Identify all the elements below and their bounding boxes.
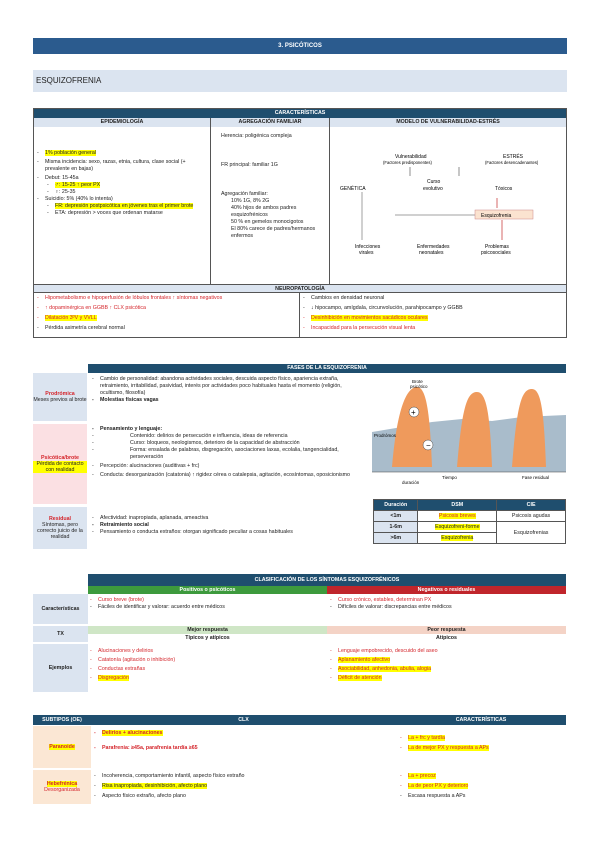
diag-prob2: psicosociales [481, 250, 511, 256]
list-item: - Suicidio: 5% (40% lo intenta) [37, 196, 207, 203]
neg-car [330, 597, 560, 611]
list-item: - Debut: 15-45a [37, 175, 207, 182]
diag-genetica: GENÉTICA [340, 186, 366, 192]
paranoide-car [400, 735, 565, 752]
list-item: - Afectividad: inapropiada, aplanada, ameactiva [92, 515, 367, 522]
diag-prob: Problemas [485, 244, 509, 250]
list-item: - Incoherencia, comportamiento infantil, aspecto físico extraño [94, 773, 394, 780]
fam-header: AGREGACIÓN FAMILIAR [211, 118, 329, 127]
list-item: 10% 1G, 8% 2G [231, 198, 270, 204]
fam-list [213, 133, 328, 240]
chapter-header: 3. PSICÓTICOS [33, 38, 567, 54]
fase-residual: Residual Síntomas, pero correcto juicio de la realidad [33, 507, 87, 549]
list-item: - ♀: 25-35 [37, 189, 207, 196]
list-item: - Hipometabolismo e hipoperfusión de lóbulos frontales ↑ síntomas negativos [37, 295, 297, 302]
fase-brote: Psicótica/brote Pérdida de contacto con realidad [33, 424, 87, 504]
list-item: - Molestias físicas vagas [92, 397, 367, 404]
tx-label: TX [33, 626, 88, 642]
svg-text:Fase residual: Fase residual [522, 475, 550, 480]
list-item: 50 % en gemelos monocigotos [231, 219, 304, 225]
list-item: - Forma: ensalada de palabras, disgregación, asociaciones laxas, ecolalia, tangencialidad, perseveración [92, 447, 367, 461]
list-item: - Risa inapropiada, desinhibición, afecto plano [94, 783, 394, 790]
diag-vuln: Vulnerabilidad [395, 154, 427, 160]
brote-list [92, 426, 367, 479]
list-item: - Cambios en densidad neuronal [303, 295, 563, 302]
list-item: - Misma incidencia: sexo, razas, etnia, cultura, clase social (+ prevalente en bajas) [37, 159, 207, 173]
car-label: Características [33, 594, 88, 624]
neuro-right-list [303, 295, 563, 332]
list-item: - Desinhibición en movimientos sacádicos oculares [303, 315, 563, 322]
svg-text:Prodrómos: Prodrómos [374, 433, 397, 438]
list-item: - Pérdida asimetría cerebral normal [37, 325, 297, 332]
diag-estres2: (Factores desencadenantes) [485, 160, 539, 165]
fase-prodromica: Prodrómica Meses previos al brote [33, 373, 87, 421]
sub-h1: SUBTIPOS (OE) [33, 715, 91, 725]
svg-text:+: + [411, 408, 416, 417]
diag-estres: ESTRÉS [503, 154, 524, 160]
neg-header: Negativos o residuales [327, 586, 566, 594]
pos-ej [90, 648, 320, 682]
list-item: - Alucinaciones y delirios [90, 648, 320, 655]
pos-header: Positivos o psicóticos [88, 586, 327, 594]
list-item: - Escasa respuesta a APs [400, 793, 565, 800]
sub-h3: CARACTERÍSTICAS [396, 715, 566, 725]
list-item: - Curso: bloqueos, neologismos, deterioro de la capacidad de abstracción [92, 440, 367, 447]
list-item: - Aplanamiento afectivo [330, 657, 560, 664]
svg-text:−: − [426, 441, 431, 450]
hebe-car [400, 773, 565, 800]
epi-header: EPIDEMIOLOGÍA [34, 118, 210, 127]
list-item: - La + precoz [400, 773, 565, 780]
list-item: - Asociabilidad, anhedonia, abulia, alogia [330, 666, 560, 673]
list-item: - Disgregación [90, 675, 320, 682]
diag-vuln2: (Factores predisponentes) [383, 160, 432, 165]
svg-text:Tiempo: Tiempo [442, 475, 457, 480]
list-item: - Fáciles de identificar y valorar: acuerdo entre médicos [90, 604, 320, 611]
neg-ej [330, 648, 560, 682]
neuro-title: NEUROPATOLOGÍA [34, 284, 566, 293]
list-item: - Curso breve (brote) [90, 597, 320, 604]
list-item: 40% hijos de ambos padres esquizofrénicos [231, 205, 297, 218]
list-item: - Pensamiento y lenguaje: [92, 426, 367, 433]
sub-h2: CLX [91, 715, 396, 725]
epi-list [37, 150, 207, 217]
mejor: Mejor respuesta [88, 626, 327, 634]
clasif-title: CLASIFICACIÓN DE LOS SÍNTOMAS ESQUIZOFRÉNICOS [88, 574, 566, 586]
list-item: - Incapacidad para la persecución visual lenta [303, 325, 563, 332]
list-item: Agregación familiar: [221, 191, 268, 197]
paranoide-clx [94, 730, 394, 752]
list-item: - FR: depresión postpsicótica en jóvenes tras el primer brote [37, 203, 207, 210]
vulnerability-diagram [335, 130, 560, 280]
diag-toxicos: Tóxicos [495, 186, 513, 192]
list-item: - ♂: 15-25 ↑ peor PX [37, 182, 207, 189]
list-item: - ETA: depresión > voces que ordenan matarse [37, 210, 207, 217]
list-item: - 1% población general [37, 150, 207, 157]
list-item: - Aspecto físico extraño, afecto plano [94, 793, 394, 800]
paranoide-label: Paranoide [33, 726, 91, 768]
list-item: - Catatonía (agitación o inhibición) [90, 657, 320, 664]
list-item: - La + frc y tardía [400, 735, 565, 742]
list-item: - Difíciles de valorar: discrepancias entre médicos [330, 604, 560, 611]
list-item: - Conductas extrañas [90, 666, 320, 673]
caract-title: CARACTERÍSTICAS [34, 109, 566, 118]
svg-text:psicótico: psicótico [410, 384, 428, 389]
list-item: FR principal: familiar 1G [221, 162, 278, 168]
model-header: MODELO DE VULNERABILIDAD-ESTRÉS [330, 118, 566, 127]
hebe-clx [94, 773, 394, 800]
fases-title: FASES DE LA ESQUIZOFRENIA [88, 364, 566, 373]
svg-text:Brote: Brote [412, 379, 423, 384]
list-item: - La de peor PX y deterioro [400, 783, 565, 790]
list-item: - Déficit de atención [330, 675, 560, 682]
list-item: - Cambio de personalidad: abandona actividades sociales, descuida aspecto físico, apariencia extraña, retraimiento, irritabilidad, pasividad, interés por actividades poco habituales hasta el momento (religión, ocultismo, filosofía) [92, 376, 367, 397]
diag-enf: Enfermedades [417, 244, 450, 250]
section-title: ESQUIZOFRENIA [33, 70, 567, 92]
pos-car [90, 597, 320, 611]
list-item: - La de mejor PX y respuesta a APs [400, 745, 565, 752]
duration-table: Duración DSM CIE <1m Psicosis breves Psicosis agudas 1-6m Esquizofreni-forme Esquizofrenias >6m Esquizofrenia [373, 499, 566, 544]
diag-curso2: evolutivo [423, 186, 443, 192]
diag-infec2: virales [359, 250, 374, 256]
ej-label: Ejemplos [33, 644, 88, 692]
prod-list [92, 376, 367, 404]
resid-list [92, 515, 367, 536]
list-item: - Curso crónico, estables, determinan PX [330, 597, 560, 604]
list-item: - Parafrenia: ≥45a, parafrenia tardía ≥65 [94, 745, 394, 752]
list-item: - Dilatación 3ºV y VVLL [37, 315, 297, 322]
atipicos: Atípicos [436, 635, 457, 641]
diag-esq: Esquizofrenia [481, 213, 512, 219]
list-item: - Conducta: desorganización (catatonia) ↑ rigidez cérea o catalepsia, agitación, ecosíntomas, oposicionismo [92, 472, 367, 479]
list-item: - Pensamiento o conducta extraños: otorgan significado peculiar a cosas habituales [92, 529, 367, 536]
neuro-left-list [37, 295, 297, 332]
list-item: - ↓ hipocampo, amígdala, circunvolución, parahipocampo y GGBB [303, 305, 563, 312]
list-item: - Contenido: delirios de persecución e influencia, ideas de referencia [92, 433, 367, 440]
list-item: El 80% carece de padres/hermanos enfermos [231, 226, 316, 239]
list-item: - Lenguaje empobrecido, descuido del aseo [330, 648, 560, 655]
peor: Peor respuesta [327, 626, 566, 634]
list-item: - Retraimiento social [92, 522, 367, 529]
diag-curso: Curso [427, 179, 441, 185]
list-item: Herencia: poligénica compleja [221, 133, 292, 139]
list-item: - Percepción: alucinaciones (auditivas + frc) [92, 463, 367, 470]
diag-enf2: neonatales [419, 250, 444, 256]
phases-graph [372, 377, 566, 487]
svg-text:duración: duración [402, 480, 420, 485]
diag-infec: Infecciones [355, 244, 381, 250]
hebe-label: Hebefrénica Desorganizada [33, 770, 91, 804]
tipicos: Típicos y atípicos [185, 635, 230, 641]
list-item: - ↑ dopaminérgica en GGBB ↑ CLX psicótica [37, 305, 297, 312]
list-item: - Delirios + alucinaciones [94, 730, 394, 737]
